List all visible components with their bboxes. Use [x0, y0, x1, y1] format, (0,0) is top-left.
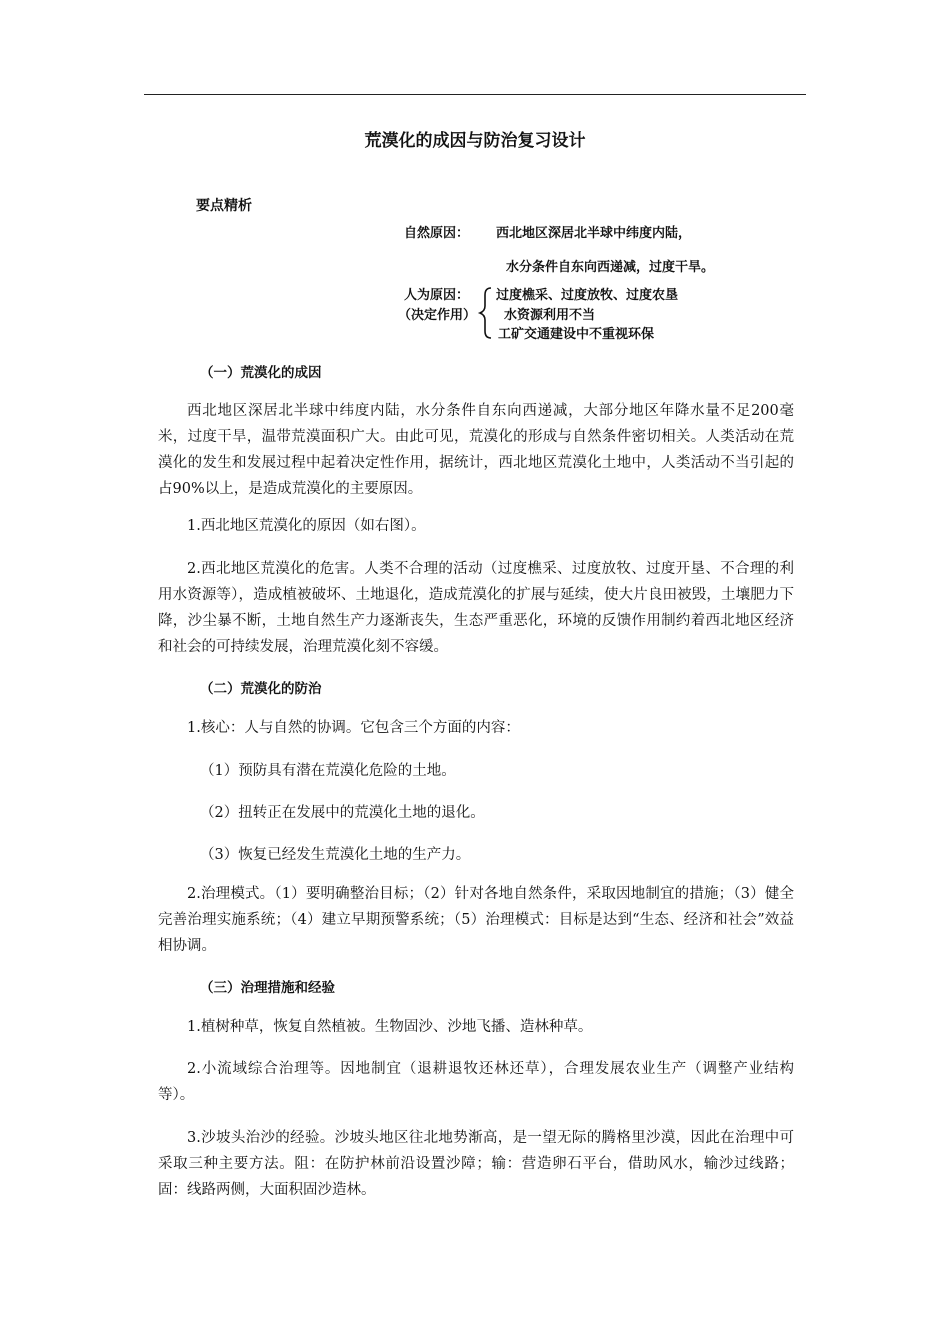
paragraph: 1.西北地区荒漠化的原因（如右图）。	[187, 518, 426, 534]
causes-figure	[390, 210, 740, 350]
header-rule	[144, 94, 806, 95]
human-cause-sub: （决定作用）	[398, 308, 477, 323]
human-cause-item: 水资源利用不当	[504, 308, 596, 323]
list-item: （1）预防具有潜在荒漠化危险的土地。	[200, 763, 456, 779]
paragraph: 1.植树种草，恢复自然植被。生物固沙、沙地飞播、造林种草。	[187, 1019, 593, 1035]
paragraph: 3.沙坡头治沙的经验。沙坡头地区往北地势渐高，是一望无际的腾格里沙漠，因此在治理中可采取三种主要方法。阻：在防护林前沿设置沙障；输：营造卵石平台，借助风水，输沙过线路；固：线路两侧，大面积固沙造林。	[158, 1130, 794, 1198]
human-cause-label: 人为原因：	[404, 288, 470, 303]
natural-cause-line1: 西北地区深居北半球中纬度内陆，	[496, 226, 692, 241]
natural-cause-line2: 水分条件自东向西递减，过度干旱。	[506, 260, 715, 275]
paragraph: 1.核心：人与自然的协调。它包含三个方面的内容：	[187, 720, 520, 736]
natural-cause-label: 自然原因：	[404, 226, 470, 241]
paragraph: 2.治理模式。（1）要明确整治目标；（2）针对各地自然条件，采取因地制宜的措施；（3）健全完善治理实施系统；（4）建立早期预警系统；（5）治理模式：目标是达到“生态、经济和社会”效益相协调。	[158, 886, 794, 954]
key-points-label: 要点精析	[196, 198, 252, 214]
page-title: 荒漠化的成因与防治复习设计	[364, 131, 586, 151]
human-cause-item: 过度樵采、过度放牧、过度农垦	[496, 288, 679, 303]
paragraph: 2.小流域综合治理等。因地制宜（退耕退牧还林还草），合理发展农业生产（调整产业结构等）。	[158, 1061, 794, 1103]
paragraph: 西北地区深居北半球中纬度内陆，水分条件自东向西递减，大部分地区年降水量不足200毫米，过度干旱，温带荒漠面积广大。由此可见，荒漠化的形成与自然条件密切相关。人类活动在荒漠化的发生和发展过程中起着决定性作用，据统计，西北地区荒漠化土地中，人类活动不当引起的占90%以上，是造成荒漠化的主要原因。	[158, 403, 794, 497]
list-item: （2）扭转正在发展中的荒漠化土地的退化。	[200, 805, 485, 821]
list-item: （3）恢复已经发生荒漠化土地的生产力。	[200, 847, 471, 863]
paragraph: 2.西北地区荒漠化的危害。人类不合理的活动（过度樵采、过度放牧、过度开垦、不合理的利用水资源等），造成植被破坏、土地退化，造成荒漠化的扩展与延续，使大片良田被毁，土壤肥力下降，沙尘暴不断，土地自然生产力逐渐丧失，生态严重恶化，环境的反馈作用制约着西北地区经济和社会的可持续发展，治理荒漠化刻不容缓。	[158, 561, 794, 655]
human-cause-item: 工矿交通建设中不重视环保	[498, 327, 655, 342]
section-heading: （二）荒漠化的防治	[200, 681, 322, 697]
section-heading: （三）治理措施和经验	[200, 980, 335, 996]
section-heading: （一）荒漠化的成因	[200, 365, 322, 381]
